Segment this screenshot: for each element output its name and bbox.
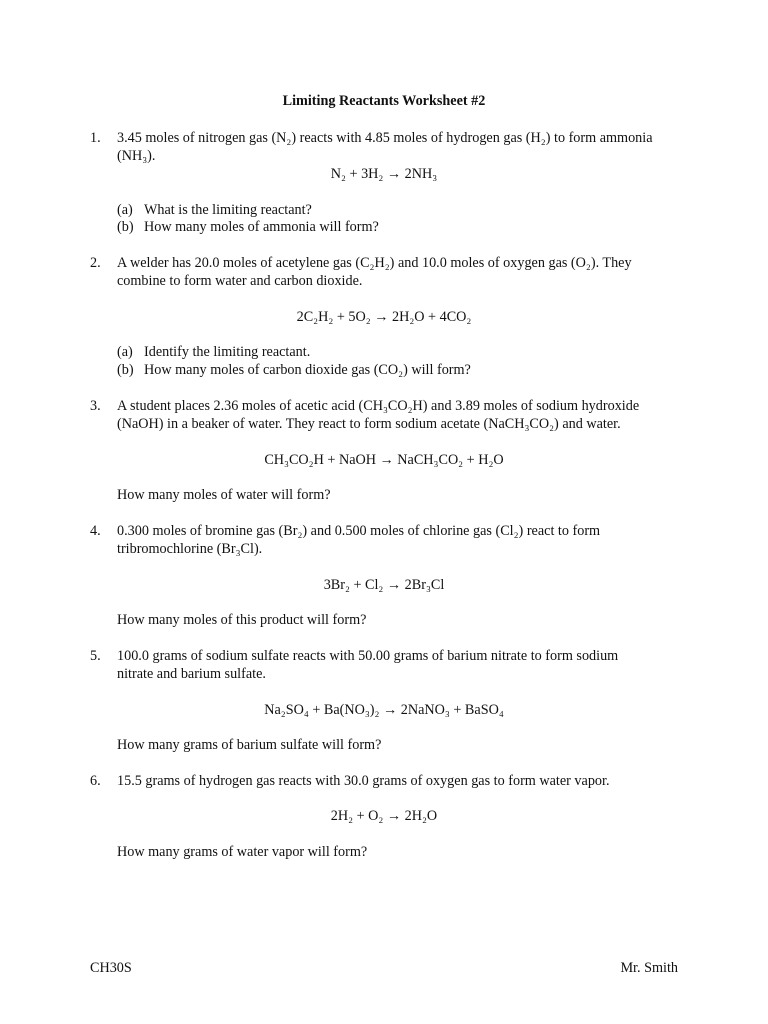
chemical-equation: CH₃CO₂H + NaOH → NaCH₃CO₂ + H₂O <box>264 452 504 468</box>
question-text-line: combine to form water and carbon dioxide. <box>117 273 363 289</box>
chemical-equation: 2H₂ + O₂ → 2H₂O <box>330 808 438 824</box>
question-part <box>117 361 471 379</box>
chemical-equation: 3Br₂ + Cl₂ → 2Br₃Cl <box>323 577 445 593</box>
question-text-line: 3.45 moles of nitrogen gas (N₂) reacts with 4.85 moles of hydrogen gas (H₂) to form ammonia <box>117 130 653 146</box>
question-number: 2. <box>90 255 101 271</box>
question-number: 6. <box>90 773 101 789</box>
part-label: (b) <box>117 362 134 378</box>
question-text-line: A welder has 20.0 moles of acetylene gas (C₂H₂) and 10.0 moles of oxygen gas (O₂). They <box>117 255 632 271</box>
question-text-line: (NH₃). <box>117 148 156 164</box>
question-number: 3. <box>90 398 101 414</box>
question-text-line: 0.300 moles of bromine gas (Br₂) and 0.500 moles of chlorine gas (Cl₂) react to form <box>117 523 601 539</box>
part-text: How many moles of ammonia will form? <box>144 219 379 235</box>
footer-course: CH30S <box>90 960 132 976</box>
part-text: What is the limiting reactant? <box>144 202 312 218</box>
question-text-line: A student places 2.36 moles of acetic acid (CH₃CO₂H) and 3.89 moles of sodium hydroxide <box>117 398 640 414</box>
part-text: Identify the limiting reactant. <box>144 344 311 360</box>
question-part <box>117 201 312 219</box>
question-prompt: How many moles of this product will form? <box>117 612 367 628</box>
part-text: How many moles of carbon dioxide gas (CO₂) will form? <box>144 362 471 378</box>
question-prompt: How many grams of barium sulfate will form? <box>117 737 382 753</box>
question-number: 4. <box>90 523 101 539</box>
question-text-line: 100.0 grams of sodium sulfate reacts with 50.00 grams of barium nitrate to form sodium <box>117 648 619 664</box>
question-text-line: tribromochlorine (Br₃Cl). <box>117 541 263 557</box>
chemical-equation: 2C₂H₂ + 5O₂ → 2H₂O + 4CO₂ <box>296 309 472 325</box>
part-label: (b) <box>117 219 134 235</box>
question-text-line: 15.5 grams of hydrogen gas reacts with 30.0 grams of oxygen gas to form water vapor. <box>117 773 610 789</box>
question-text-line: (NaOH) in a beaker of water. They react to form sodium acetate (NaCH₃CO₂) and water. <box>117 416 621 432</box>
question-part <box>117 343 310 361</box>
chemical-equation: N₂ + 3H₂ → 2NH₃ <box>330 166 438 182</box>
chemical-equation: Na₂SO₄ + Ba(NO₃)₂ → 2NaNO₃ + BaSO₄ <box>264 702 504 718</box>
question-number: 5. <box>90 648 101 664</box>
question-number: 1. <box>90 130 101 146</box>
part-label: (a) <box>117 202 133 218</box>
question-prompt: How many grams of water vapor will form? <box>117 844 368 860</box>
question-text-line: nitrate and barium sulfate. <box>117 666 266 682</box>
question-prompt: How many moles of water will form? <box>117 487 331 503</box>
worksheet-title: Limiting Reactants Worksheet #2 <box>282 93 486 109</box>
question-part <box>117 218 379 236</box>
part-label: (a) <box>117 344 133 360</box>
footer-teacher: Mr. Smith <box>620 960 678 976</box>
